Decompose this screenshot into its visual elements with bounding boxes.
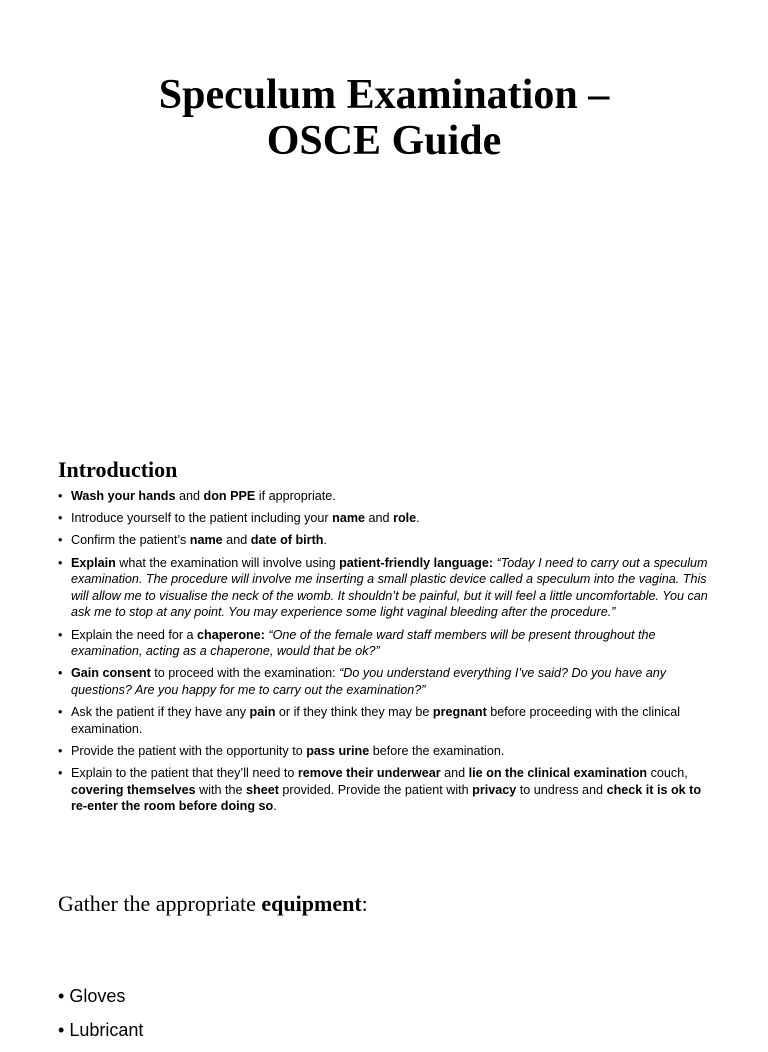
text-bold: remove their underwear xyxy=(297,766,441,781)
text-bold: Gain consent xyxy=(71,666,151,681)
text: to undress and xyxy=(516,782,607,797)
text: and xyxy=(222,533,251,548)
text: and xyxy=(440,766,469,781)
text-bold: pain xyxy=(249,705,276,720)
text: Gather the appropriate xyxy=(58,891,262,916)
text: with the xyxy=(195,782,247,797)
text-bold: don PPE xyxy=(203,489,256,503)
list-item xyxy=(58,743,718,760)
list-item: • Gloves xyxy=(58,984,143,1008)
text-bold: check it is ok to re-enter the room before doing so xyxy=(71,782,702,814)
list-item xyxy=(58,488,718,505)
text: or if they think they may be xyxy=(275,705,433,720)
text-bold: pregnant xyxy=(432,705,487,720)
text: Explain to the patient that they’ll need to xyxy=(71,766,298,781)
text-bold: chaperone: xyxy=(197,627,265,642)
text-italic: “Today I need to carry out a speculum examination. The procedure will involve me inserting a small plastic device called a speculum into the vagina. This will allow me to visualise the neck of the womb. It shouldn’t be painful, but it will feel a little uncomfortable. You can ask me to stop at any point. You may experience some light vaginal bleeding after the procedure.” xyxy=(71,555,708,620)
text-bold: equipment xyxy=(261,891,362,916)
text-bold: privacy xyxy=(472,782,517,797)
text-bold: pass urine xyxy=(306,743,370,758)
text-bold: covering themselves xyxy=(71,782,196,797)
text: and xyxy=(365,511,394,526)
text: and xyxy=(175,489,204,503)
title-line-1: Speculum Examination – xyxy=(158,72,610,118)
text-bold: role xyxy=(393,511,417,526)
list-item xyxy=(58,627,718,660)
text: : xyxy=(361,891,368,916)
text: to proceed with the examination: xyxy=(150,666,340,681)
text: Ask the patient if they have any xyxy=(71,705,250,720)
title-line-2: OSCE Guide xyxy=(266,118,502,164)
text: Confirm the patient’s xyxy=(71,533,190,548)
text-bold: patient-friendly language: xyxy=(339,555,494,570)
text: provided. Provide the patient with xyxy=(278,782,473,797)
list-item xyxy=(58,510,718,527)
list-item xyxy=(58,532,718,549)
text-italic: “Do you understand everything I’ve said? Do you have any questions? Are you happy for me to carry out the examination?” xyxy=(71,666,667,697)
text: before the examination. xyxy=(369,743,505,758)
equipment-heading xyxy=(58,890,368,918)
text: what the examination will involve using xyxy=(115,555,340,570)
text-bold: Wash your hands xyxy=(71,489,176,503)
introduction-list xyxy=(58,488,718,820)
text: Provide the patient with the opportunity to xyxy=(71,743,307,758)
list-item xyxy=(58,555,718,621)
text-bold: Explain xyxy=(71,555,116,570)
text: . xyxy=(323,533,327,548)
text: before proceeding with the clinical examination. xyxy=(71,705,681,736)
text: couch, xyxy=(647,766,688,781)
equipment-list xyxy=(58,984,143,1052)
text-bold: date of birth xyxy=(250,533,324,548)
list-item xyxy=(58,665,718,698)
page-title xyxy=(0,72,768,164)
text: Explain the need for a xyxy=(71,627,198,642)
list-item xyxy=(58,704,718,737)
text: . xyxy=(416,511,420,526)
text-bold: name xyxy=(189,533,223,548)
text: if appropriate. xyxy=(255,489,336,503)
text-italic: “One of the female ward staff members will be present throughout the examination, acting as a chaperone, would that be ok?” xyxy=(71,627,656,659)
list-item: • Lubricant xyxy=(58,1018,143,1042)
text-bold: lie on the clinical examination xyxy=(468,766,648,781)
text-bold: name xyxy=(332,511,366,526)
text: Introduce yourself to the patient including your xyxy=(71,511,333,526)
list-item xyxy=(58,765,718,815)
introduction-heading: Introduction xyxy=(58,457,178,482)
text: . xyxy=(273,799,277,814)
text-bold: sheet xyxy=(246,782,279,797)
